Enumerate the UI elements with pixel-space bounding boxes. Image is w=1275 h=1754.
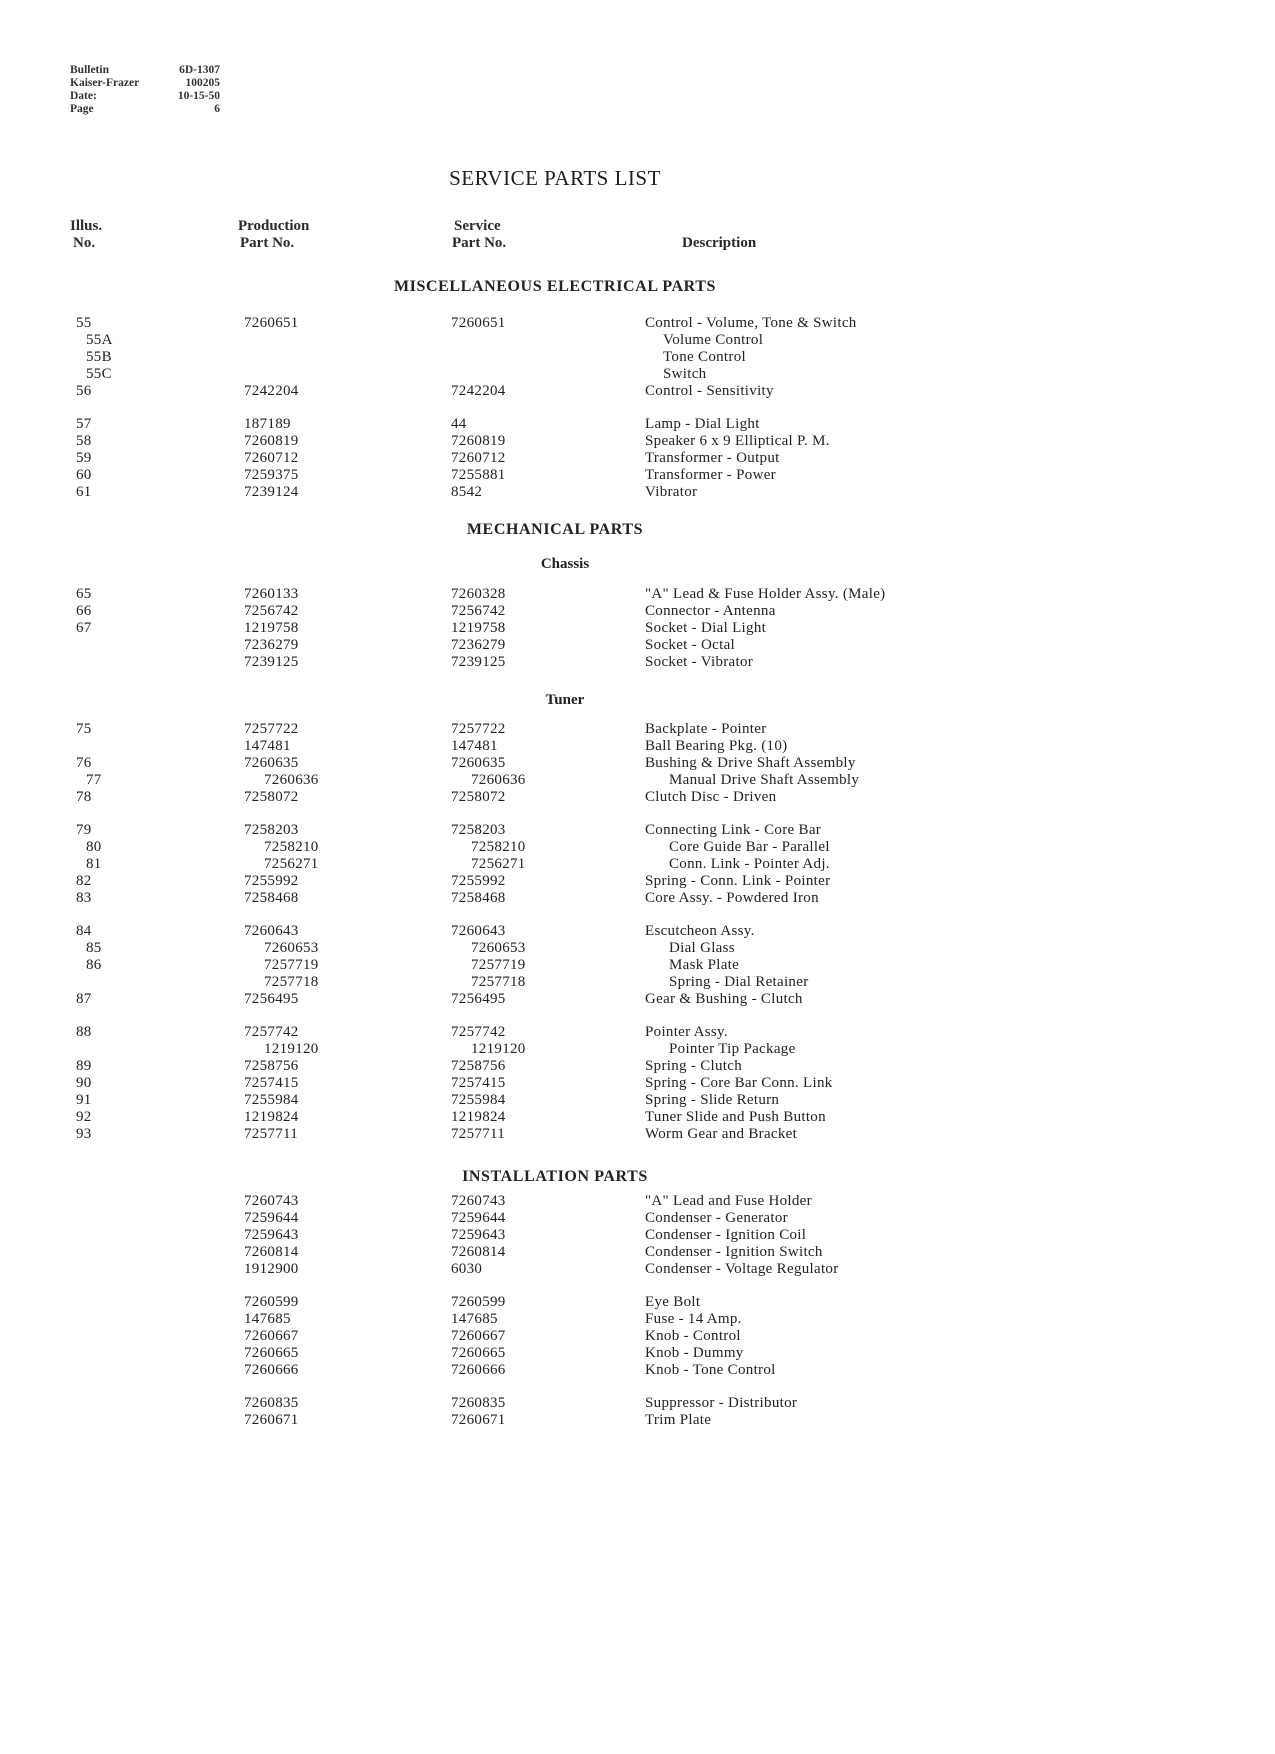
parts-row-production-part-no: 7258756 [244,1058,299,1074]
parts-row [0,637,1275,654]
parts-row-illus-no: 58 [76,433,92,449]
parts-row [0,856,1275,873]
parts-row-service-part-no: 7259644 [451,1210,506,1226]
parts-row [0,1311,1275,1328]
parts-row-service-part-no: 7260636 [471,772,526,788]
parts-row-description: Mask Plate [669,957,740,973]
parts-row-description: Ball Bearing Pkg. (10) [645,738,788,754]
parts-row [0,450,1275,467]
parts-row [0,991,1275,1008]
parts-row-service-part-no: 7260743 [451,1193,506,1209]
parts-row-production-part-no: 1219120 [264,1041,319,1057]
parts-row-illus-no: 82 [76,873,92,889]
maker-label: Kaiser-Frazer [70,77,140,89]
parts-row-illus-no: 56 [76,383,92,399]
parts-row-description: Knob - Tone Control [645,1362,776,1378]
parts-row-production-part-no: 7260667 [244,1328,299,1344]
column-header-illus-line1: Illus. [70,218,103,234]
column-header-service-line2: Part No. [452,235,507,251]
column-header-service-line1: Service [454,218,501,234]
parts-row-illus-no: 93 [76,1126,92,1142]
subsection-chassis: Chassis [540,556,590,572]
parts-row-description: Clutch Disc - Driven [645,789,777,805]
parts-row-service-part-no: 7257722 [451,721,506,737]
parts-row-production-part-no: 7260643 [244,923,299,939]
parts-row [0,1193,1275,1210]
parts-row-service-part-no: 7257415 [451,1075,506,1091]
parts-row-service-part-no: 7260635 [451,755,506,771]
parts-row-description: Manual Drive Shaft Assembly [669,772,860,788]
parts-row-illus-no: 65 [76,586,92,602]
parts-row-service-part-no: 7257711 [451,1126,506,1142]
parts-row-illus-no: 84 [76,923,92,939]
parts-row [0,957,1275,974]
parts-row-service-part-no: 1219120 [471,1041,526,1057]
section-mechanical: MECHANICAL PARTS [466,521,644,538]
parts-row-service-part-no: 7260671 [451,1412,506,1428]
parts-row-description: Fuse - 14 Amp. [645,1311,742,1327]
parts-row-description: Bushing & Drive Shaft Assembly [645,755,856,771]
parts-row-production-part-no: 7257719 [264,957,319,973]
parts-row [0,974,1275,991]
parts-row [0,603,1275,620]
parts-row-service-part-no: 7258756 [451,1058,506,1074]
parts-row-service-part-no: 7260819 [451,433,506,449]
parts-row-production-part-no: 7260666 [244,1362,299,1378]
parts-row-description: Escutcheon Assy. [645,923,755,939]
parts-row-illus-no: 89 [76,1058,92,1074]
parts-row-production-part-no: 7260636 [264,772,319,788]
parts-row [0,789,1275,806]
parts-row-service-part-no: 7259643 [451,1227,506,1243]
parts-row-production-part-no: 7259644 [244,1210,299,1226]
parts-row [0,1210,1275,1227]
parts-row-service-part-no: 147481 [451,738,498,754]
parts-row-description: Spring - Core Bar Conn. Link [645,1075,833,1091]
parts-row-production-part-no: 7242204 [244,383,299,399]
column-header-production-line1: Production [238,218,310,234]
parts-row-description: Lamp - Dial Light [645,416,760,432]
parts-row-description: Eye Bolt [645,1294,701,1310]
parts-row-service-part-no: 7257718 [471,974,526,990]
parts-row [0,467,1275,484]
parts-row [0,1328,1275,1345]
parts-row-production-part-no: 7260814 [244,1244,299,1260]
parts-row [0,654,1275,671]
parts-row-service-part-no: 7260835 [451,1395,506,1411]
parts-row-illus-no: 83 [76,890,92,906]
parts-row-production-part-no: 187189 [244,416,291,432]
parts-row-service-part-no: 7260651 [451,315,506,331]
parts-row-description: Condenser - Voltage Regulator [645,1261,839,1277]
parts-row [0,1126,1275,1143]
parts-row-production-part-no: 147481 [244,738,291,754]
parts-row-illus-no: 80 [86,839,102,855]
parts-row-illus-no: 92 [76,1109,92,1125]
parts-row [0,332,1275,349]
parts-row-production-part-no: 147685 [244,1311,291,1327]
parts-row-service-part-no: 7260653 [471,940,526,956]
parts-row-service-part-no: 7260814 [451,1244,506,1260]
parts-row-production-part-no: 7259643 [244,1227,299,1243]
parts-row-description: Connecting Link - Core Bar [645,822,822,838]
parts-row [0,1412,1275,1429]
parts-row-production-part-no: 7257711 [244,1126,299,1142]
parts-row-illus-no: 86 [86,957,102,973]
parts-row-illus-no: 55 [76,315,92,331]
parts-row [0,1362,1275,1379]
parts-row-production-part-no: 7258468 [244,890,299,906]
parts-row-description: Knob - Control [645,1328,741,1344]
parts-row [0,1024,1275,1041]
parts-row-production-part-no: 7260665 [244,1345,299,1361]
parts-row-service-part-no: 7257719 [471,957,526,973]
parts-row-description: Suppressor - Distributor [645,1395,798,1411]
parts-row [0,366,1275,383]
parts-row-illus-no: 78 [76,789,92,805]
parts-row-service-part-no: 7260667 [451,1328,506,1344]
parts-row [0,890,1275,907]
section-installation: INSTALLATION PARTS [462,1168,648,1185]
parts-row-production-part-no: 7257742 [244,1024,299,1040]
parts-row-illus-no: 60 [76,467,92,483]
parts-row-production-part-no: 7257718 [264,974,319,990]
parts-row-description: Switch [663,366,707,382]
date-value: 10-15-50 [177,90,220,102]
parts-row [0,349,1275,366]
parts-row-service-part-no: 7255992 [451,873,506,889]
parts-row [0,1058,1275,1075]
parts-row-description: Socket - Vibrator [645,654,754,670]
parts-row-description: Socket - Octal [645,637,736,653]
parts-row [0,822,1275,839]
parts-row [0,1092,1275,1109]
parts-row-service-part-no: 1219758 [451,620,506,636]
page-value: 6 [214,103,220,115]
parts-row-production-part-no: 7258072 [244,789,299,805]
parts-row-description: Trim Plate [645,1412,712,1428]
parts-row-illus-no: 81 [86,856,102,872]
parts-row-description: Dial Glass [669,940,735,956]
parts-row-service-part-no: 1219824 [451,1109,506,1125]
parts-row [0,721,1275,738]
parts-row [0,755,1275,772]
parts-row-description: "A" Lead & Fuse Holder Assy. (Male) [645,586,886,602]
parts-row-illus-no: 66 [76,603,92,619]
parts-row-production-part-no: 7256742 [244,603,299,619]
parts-row [0,1345,1275,1362]
parts-row [0,1227,1275,1244]
parts-row-description: Connector - Antenna [645,603,776,619]
parts-row [0,873,1275,890]
maker-value: 100205 [185,77,220,89]
parts-row-description: Condenser - Generator [645,1210,788,1226]
bulletin-label: Bulletin [70,64,109,76]
parts-row-description: Conn. Link - Pointer Adj. [669,856,830,872]
column-header-description-text: Description [682,235,757,251]
parts-row-production-part-no: 7236279 [244,637,299,653]
parts-row-service-part-no: 7257742 [451,1024,506,1040]
parts-row-description: Transformer - Output [645,450,780,466]
parts-row-service-part-no: 7260712 [451,450,506,466]
parts-row-production-part-no: 7260133 [244,586,299,602]
parts-row-illus-no: 55C [86,366,112,382]
parts-row-description: "A" Lead and Fuse Holder [645,1193,812,1209]
parts-row-description: Volume Control [663,332,764,348]
parts-row-service-part-no: 7236279 [451,637,506,653]
parts-row-description: Spring - Dial Retainer [669,974,809,990]
parts-row [0,772,1275,789]
parts-row-production-part-no: 7259375 [244,467,299,483]
parts-row-illus-no: 75 [76,721,92,737]
parts-row-production-part-no: 7260712 [244,450,299,466]
parts-row-production-part-no: 7260599 [244,1294,299,1310]
parts-row-illus-no: 61 [76,484,92,500]
parts-row-service-part-no: 7258468 [451,890,506,906]
parts-row-illus-no: 57 [76,416,92,432]
parts-row-production-part-no: 7258203 [244,822,299,838]
parts-row-description: Speaker 6 x 9 Elliptical P. M. [645,433,830,449]
parts-row-description: Socket - Dial Light [645,620,767,636]
parts-row [0,416,1275,433]
parts-row [0,484,1275,501]
parts-row [0,1109,1275,1126]
parts-row [0,586,1275,603]
parts-row-service-part-no: 7256495 [451,991,506,1007]
parts-row-service-part-no: 8542 [451,484,483,500]
parts-row-service-part-no: 7260666 [451,1362,506,1378]
parts-row [0,1075,1275,1092]
parts-row-production-part-no: 1912900 [244,1261,299,1277]
parts-row-description: Spring - Slide Return [645,1092,780,1108]
parts-row-service-part-no: 7260328 [451,586,506,602]
parts-row-illus-no: 67 [76,620,92,636]
parts-row [0,1041,1275,1058]
parts-row-illus-no: 76 [76,755,92,771]
parts-row [0,1261,1275,1278]
parts-row-illus-no: 90 [76,1075,92,1091]
parts-row-production-part-no: 7260653 [264,940,319,956]
parts-row-illus-no: 91 [76,1092,92,1108]
parts-row-production-part-no: 7239124 [244,484,299,500]
parts-row-illus-no: 59 [76,450,92,466]
column-header-production-line2: Part No. [240,235,295,251]
parts-row-description: Condenser - Ignition Switch [645,1244,823,1260]
parts-row-production-part-no: 7256495 [244,991,299,1007]
parts-row-description: Spring - Clutch [645,1058,742,1074]
parts-row-service-part-no: 7258203 [451,822,506,838]
parts-row-production-part-no: 7260835 [244,1395,299,1411]
parts-row-service-part-no: 7256271 [471,856,526,872]
parts-row [0,315,1275,332]
parts-row-production-part-no: 7260635 [244,755,299,771]
parts-row-production-part-no: 7257722 [244,721,299,737]
parts-row-service-part-no: 147685 [451,1311,498,1327]
parts-row-description: Gear & Bushing - Clutch [645,991,803,1007]
parts-row-illus-no: 87 [76,991,92,1007]
section-misc-electrical: MISCELLANEOUS ELECTRICAL PARTS [393,278,717,295]
parts-row-description: Backplate - Pointer [645,721,767,737]
parts-row-service-part-no: 7239125 [451,654,506,670]
subsection-tuner: Tuner [545,692,585,708]
parts-row-description: Vibrator [645,484,698,500]
parts-row-service-part-no: 6030 [451,1261,483,1277]
parts-row-production-part-no: 7239125 [244,654,299,670]
parts-row [0,1395,1275,1412]
parts-row-production-part-no: 7260743 [244,1193,299,1209]
parts-row-service-part-no: 7255984 [451,1092,506,1108]
parts-row-description: Pointer Tip Package [669,1041,796,1057]
parts-row [0,1244,1275,1261]
parts-row-description: Condenser - Ignition Coil [645,1227,807,1243]
parts-row-production-part-no: 7255984 [244,1092,299,1108]
column-header-illus-line2: No. [73,235,96,251]
parts-row-description: Spring - Conn. Link - Pointer [645,873,831,889]
page-title: SERVICE PARTS LIST [449,166,661,190]
parts-row [0,383,1275,400]
parts-row-service-part-no: 7258210 [471,839,526,855]
parts-row [0,738,1275,755]
parts-row-service-part-no: 7260665 [451,1345,506,1361]
parts-row-illus-no: 85 [86,940,102,956]
parts-row-service-part-no: 7255881 [451,467,506,483]
parts-row-description: Core Assy. - Powdered Iron [645,890,819,906]
parts-row [0,940,1275,957]
parts-row-description: Tuner Slide and Push Button [645,1109,826,1125]
parts-row-illus-no: 55B [86,349,112,365]
parts-row-production-part-no: 7260819 [244,433,299,449]
parts-row-service-part-no: 7242204 [451,383,506,399]
parts-row-production-part-no: 1219824 [244,1109,299,1125]
parts-row-service-part-no: 7260599 [451,1294,506,1310]
parts-row [0,620,1275,637]
parts-row-production-part-no: 7260671 [244,1412,299,1428]
parts-row [0,923,1275,940]
parts-row-production-part-no: 1219758 [244,620,299,636]
parts-row-description: Core Guide Bar - Parallel [669,839,830,855]
parts-row-description: Control - Volume, Tone & Switch [645,315,857,331]
parts-row-service-part-no: 7258072 [451,789,506,805]
parts-row-description: Worm Gear and Bracket [645,1126,798,1142]
parts-row-service-part-no: 7256742 [451,603,506,619]
bulletin-value: 6D-1307 [179,64,220,76]
parts-row-production-part-no: 7258210 [264,839,319,855]
parts-row-production-part-no: 7256271 [264,856,319,872]
parts-row-production-part-no: 7255992 [244,873,299,889]
parts-row-description: Control - Sensitivity [645,383,774,399]
page-label: Page [70,103,94,115]
parts-row-service-part-no: 44 [451,416,467,432]
parts-row-production-part-no: 7257415 [244,1075,299,1091]
parts-row-illus-no: 79 [76,822,92,838]
parts-row-description: Tone Control [663,349,746,365]
parts-row-illus-no: 55A [86,332,113,348]
parts-row-production-part-no: 7260651 [244,315,299,331]
parts-row [0,1294,1275,1311]
parts-row-description: Knob - Dummy [645,1345,744,1361]
parts-row-illus-no: 88 [76,1024,92,1040]
parts-row-description: Pointer Assy. [645,1024,728,1040]
parts-row [0,433,1275,450]
parts-row-illus-no: 77 [86,772,102,788]
parts-row-service-part-no: 7260643 [451,923,506,939]
date-label: Date: [70,90,97,102]
parts-row [0,839,1275,856]
parts-row-description: Transformer - Power [645,467,776,483]
